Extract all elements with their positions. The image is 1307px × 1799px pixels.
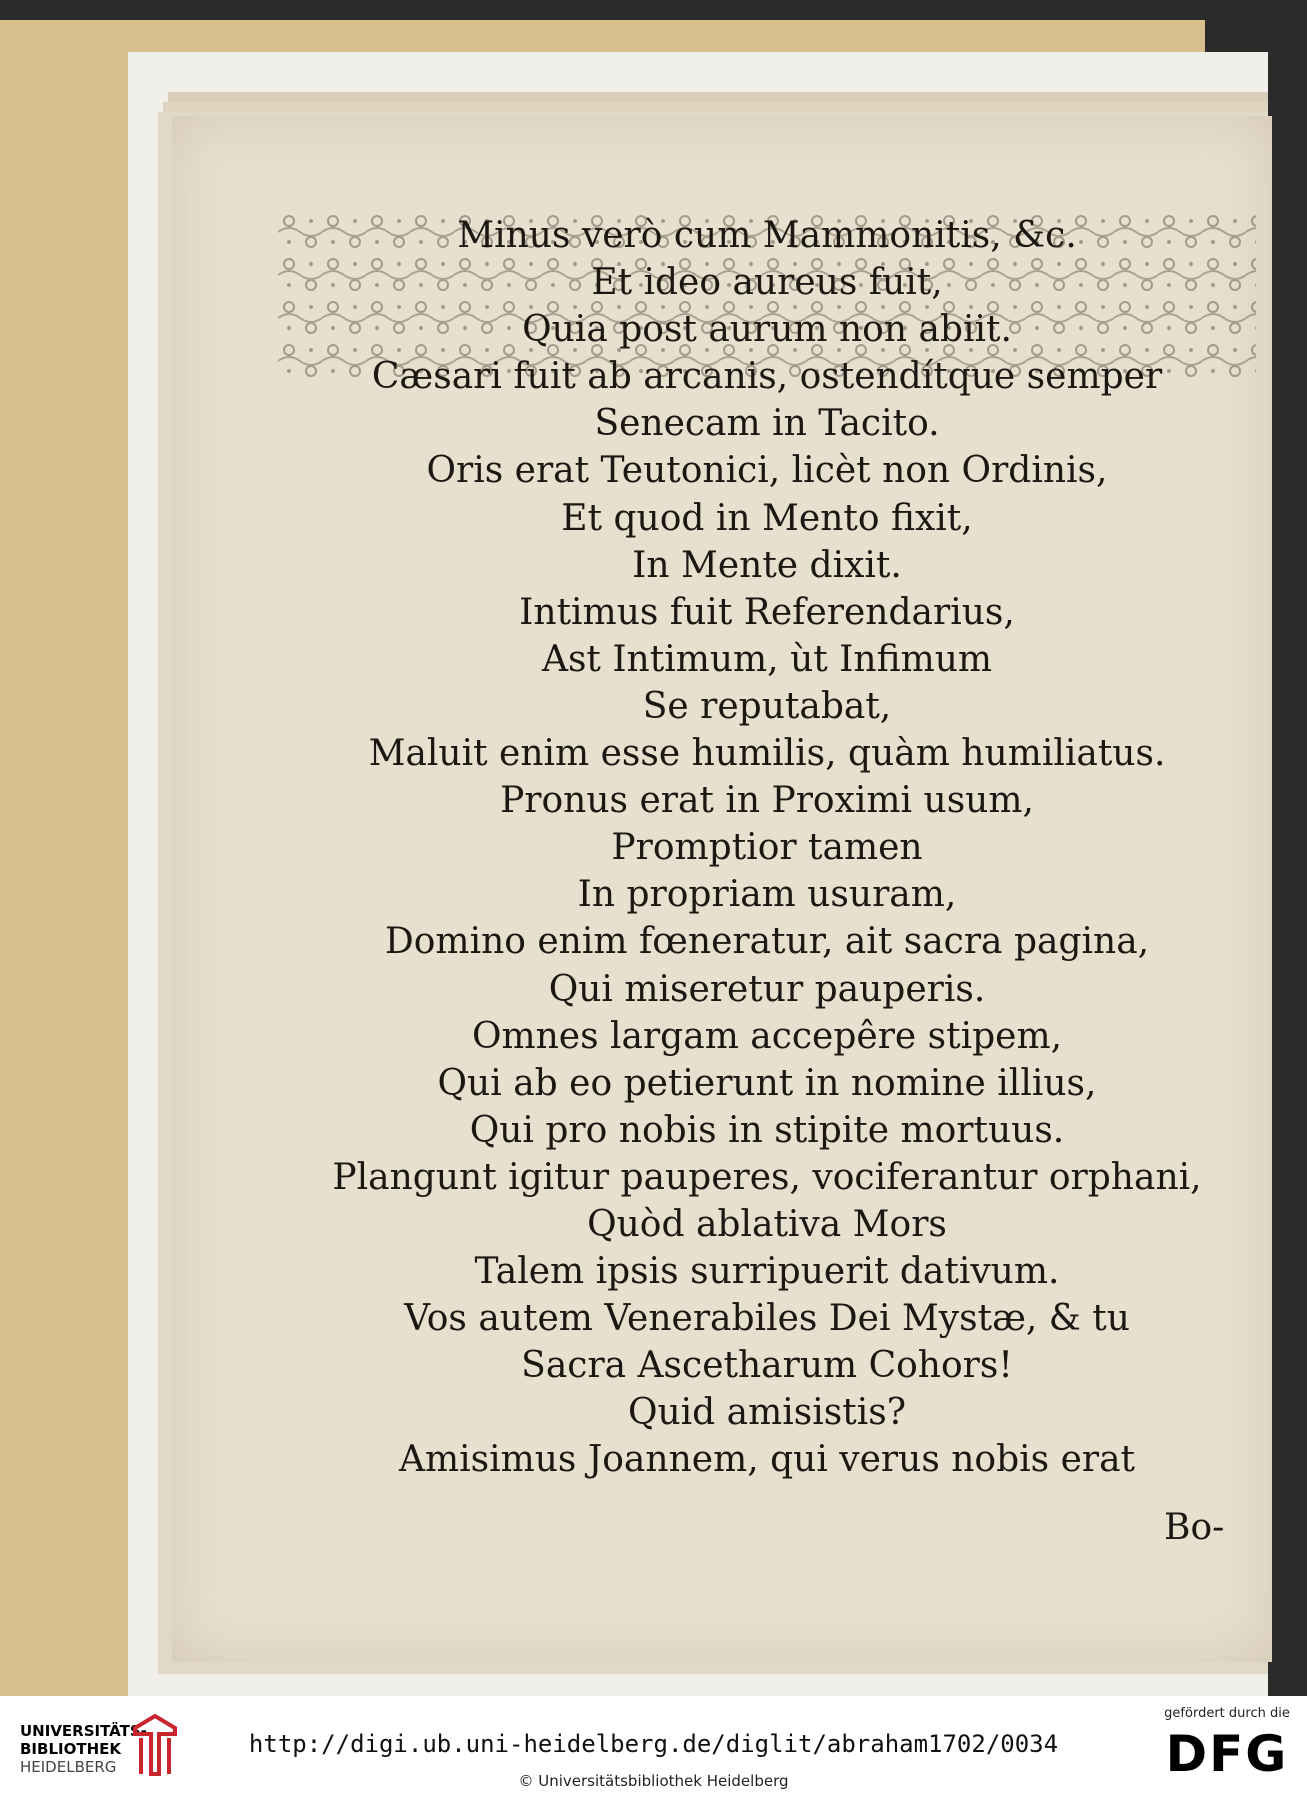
text-line: Oris erat Teutonici, licèt non Ordinis, — [426, 450, 1108, 492]
logo-line: BIBLIOTHEK — [20, 1740, 121, 1758]
text-line: Senecam in Tacito. — [594, 403, 940, 445]
text-line: Minus verò cum Mammonitis, &c. — [457, 215, 1077, 256]
text-line: Qui ab eo petierunt in nomine illius, — [437, 1062, 1097, 1104]
text-line: Se reputabat, — [642, 685, 892, 727]
text-line: Quid amisistis? — [627, 1392, 907, 1434]
footer-bar — [0, 1696, 1307, 1799]
text-line: Omnes largam accepêre stipem, — [471, 1015, 1063, 1057]
text-line: Quòd ablativa Mors — [587, 1203, 947, 1245]
text-line: Maluit enim esse humilis, quàm humiliatus. — [368, 733, 1166, 775]
funding-label: gefördert durch die — [1164, 1706, 1290, 1721]
text-line: Talem ipsis surripuerit dativum. — [474, 1251, 1060, 1293]
text-line: In propriam usuram, — [577, 874, 957, 916]
text-line: Sacra Ascetharum Cohors! — [521, 1345, 1013, 1387]
text-line: Qui pro nobis in stipite mortuus. — [469, 1109, 1065, 1151]
text-line: Quia post aurum non abiit. — [522, 309, 1012, 351]
text-line: Pronus erat in Proximi usum, — [500, 780, 1034, 822]
text-line: Vos autem Venerabiles Dei Mystæ, & tu — [404, 1298, 1130, 1340]
text-line: Et ideo aureus fuit, — [591, 262, 943, 304]
logo-line: UNIVERSITÄTS- — [20, 1722, 147, 1740]
text-line: Qui miseretur pauperis. — [548, 968, 986, 1010]
page-text — [278, 212, 1256, 1484]
logo-line: HEIDELBERG — [20, 1758, 117, 1776]
text-line: Amisimus Joannem, qui verus nobis erat — [398, 1439, 1136, 1481]
text-line: Intimus fuit Referendarius, — [519, 591, 1015, 633]
text-line: Plangunt igitur pauperes, vociferantur orphani, — [332, 1156, 1202, 1198]
text-line: Cæsari fuit ab arcanis, ostendítque semper — [371, 356, 1163, 398]
text-line: Ast Intimum, ùt Infimum — [541, 638, 993, 680]
text-line: Et quod in Mento fixit, — [561, 497, 973, 539]
page-url-link[interactable]: http://digi.ub.uni-heidelberg.de/diglit/abraham1702/0034 — [248, 1730, 1059, 1758]
text-line: In Mente dixit. — [632, 544, 902, 586]
catchword: Bo- — [1164, 1507, 1225, 1548]
dfg-logo[interactable]: DFG — [1165, 1725, 1289, 1783]
copyright-notice: © Universitätsbibliothek Heidelberg — [518, 1772, 789, 1790]
text-line: Promptior tamen — [611, 827, 923, 869]
text-line: Domino enim fœneratur, ait sacra pagina, — [384, 921, 1150, 963]
